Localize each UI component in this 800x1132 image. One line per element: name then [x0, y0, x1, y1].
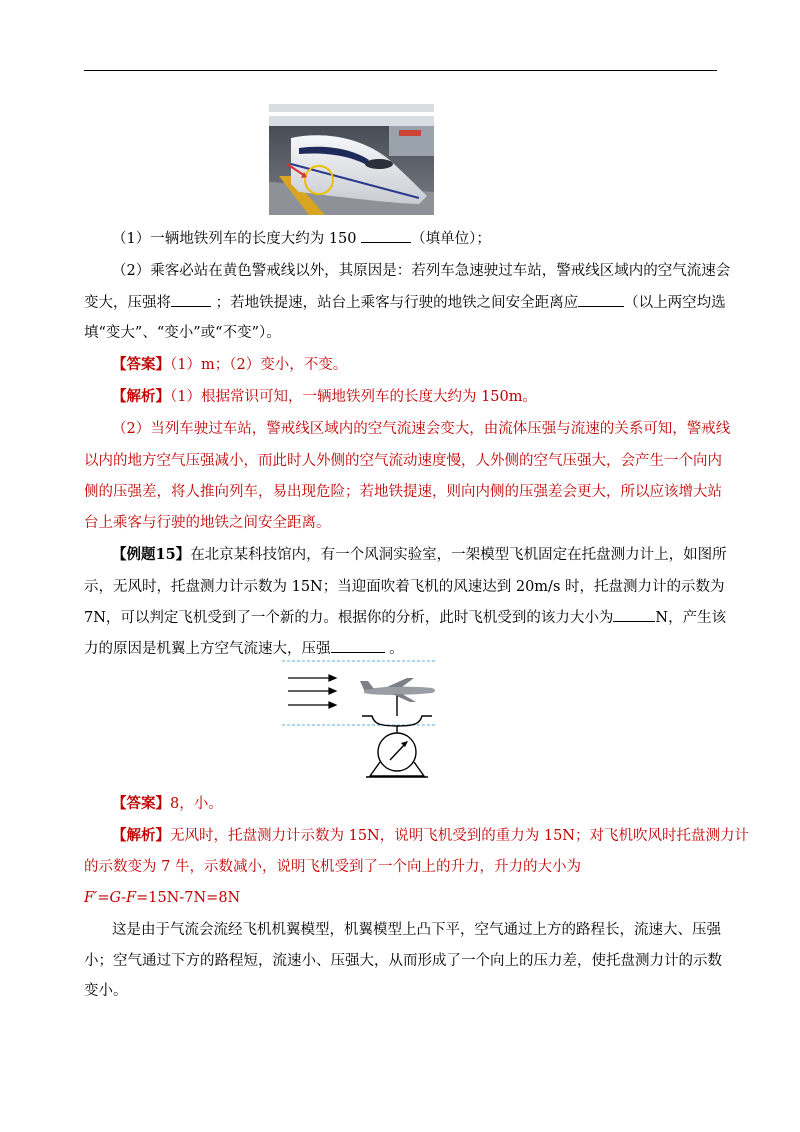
q-prev-sub2-line1: （2）乘客必站在黄色警戒线以外，其原因是：若列车急速驶过车站，警戒线区域内的空气流速会: [112, 263, 731, 279]
example15-answer: 【答案】8，小。: [112, 795, 223, 812]
wind-tunnel-diagram: [282, 656, 442, 784]
train-photo: [269, 104, 434, 215]
example15-analysis-line3: 这是由于气流会流经飞机机翼模型，机翼模型上凸下平，空气通过上方的路程长，流速大、压强: [112, 922, 721, 938]
q-prev-analysis-line3: 以内的地方空气压强减小，而此时人外侧的空气流动速度慢，人外侧的空气压强大，会产生一个向内: [84, 453, 722, 469]
q-prev-answer: 【答案】（1）m；（2）变小，不变。: [112, 356, 348, 373]
q-prev-sub2-line3: 填“变大”、“变小”或“不变”）。: [84, 325, 281, 341]
example15-line1: 【例题15】在北京某科技馆内，有一个风洞实验室，一架模型飞机固定在托盘测力计上，如图所: [112, 546, 727, 563]
q-prev-sub1: （1）一辆地铁列车的长度大约为 150 （填单位）；: [112, 231, 491, 247]
example15-tag: 【例题15】: [112, 546, 191, 563]
example15-formula: F′=G-F=15N-7N=8N: [84, 890, 241, 906]
example15-analysis-line4: 小；空气通过下方的路程短，流速小、压强大，从而形成了一个向上的压力差，使托盘测力计的示数: [84, 953, 722, 969]
header-rule: [84, 70, 717, 71]
example15-line3: 7N，可以判定飞机受到了一个新的力。根据你的分析，此时飞机受到的该力大小为 N，产生该: [84, 610, 727, 626]
example15-analysis-line2: 的示数变为 7 牛，示数减小，说明飞机受到了一个向上的升力，升力的大小为: [84, 859, 581, 875]
q-prev-sub2-line2: 变大，压强将 ；若地铁提速，站台上乘客与行驶的地铁之间安全距离应 （以上两空均选: [84, 295, 726, 311]
q-prev-analysis-line5: 台上乘客与行驶的地铁之间安全距离。: [84, 515, 331, 531]
wind-arrows: [288, 675, 336, 708]
example15-analysis-line5: 变小。: [84, 983, 128, 999]
q-prev-analysis-line1: 【解析】（1）根据常识可知，一辆地铁列车的长度大约为 150m。: [112, 388, 538, 405]
example15-line4: 力的原因是机翼上方空气流速大，压强 。: [84, 641, 404, 657]
q-prev-analysis-line2: （2）当列车驶过车站，警戒线区域内的空气流速会变大，由流体压强与流速的关系可知，警戒线: [112, 421, 731, 437]
example15-analysis-line1: 【解析】无风时，托盘测力计示数为 15N，说明飞机受到的重力为 15N；对飞机吹风时托盘测力计: [112, 827, 749, 844]
example15-line2: 示，无风时，托盘测力计示数为 15N；当迎面吹着飞机的风速达到 20m/s 时，托盘测力计的示数为: [84, 579, 725, 595]
q-prev-analysis-line4: 侧的压强差，将人推向列车，易出现危险；若地铁提速，则向内侧的压强差会更大，所以应该增大站: [84, 484, 722, 500]
